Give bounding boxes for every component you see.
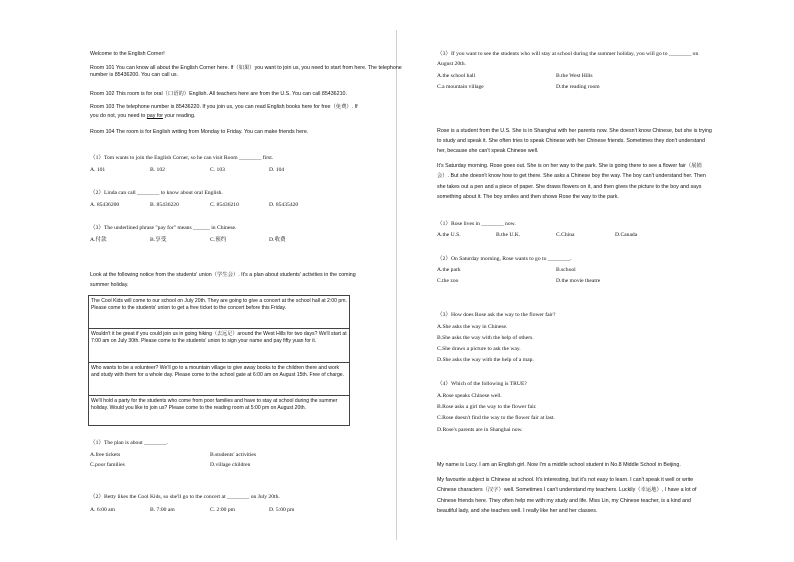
question-stem: （3）The underlined phrase "pay for" means ______ in Chinese. xyxy=(90,225,237,231)
question-stem: （1）The plan is about ________. xyxy=(90,440,168,446)
question-stem-cont: August 20th. xyxy=(437,61,466,67)
option: D.Canada xyxy=(615,232,638,238)
option: C. 85436210 xyxy=(210,202,239,208)
option: C.poor families xyxy=(90,462,125,468)
option: C. 2:00 pm xyxy=(210,507,236,513)
passage-line: something about it. The boy smiles and then shows Rose the way to the park. xyxy=(437,194,619,200)
option: D.Rose's parents are in Shanghai now. xyxy=(437,427,523,433)
room-103-text-cont xyxy=(90,113,195,120)
notice-item-party: We'll hold a party for the students who come from poor families and have to stay at school during the summer holiday. Would you like to join us? Please come to the reading room at 5:00 pm on August 20th. xyxy=(91,398,338,411)
option: C. 103 xyxy=(210,167,225,173)
notice-item-volunteer: Who wants to be a volunteer? We'll go to a mountain village to give away books to the children there and work and study with them for a whole day. Please come to the school gate at 6:00 am on August 15th. Free of charge. xyxy=(89,363,349,396)
option: D.收费 xyxy=(269,237,286,243)
option: A.the school hall xyxy=(437,73,476,79)
question-stem: （2）On Saturday morning, Rose wants to go to ________. xyxy=(437,256,572,262)
passage-line: 会）. But she doesn't know how to get there. She asks a Chinese boy the way. The boy can't understand her. Then xyxy=(437,173,706,179)
underlined-phrase: pay for xyxy=(146,113,164,119)
notice-item-concert: The Cool Kids will come to our school on July 20th. They are going to give a concert at the school hall at 2:00 pm. Please come to the students' union to get a free ticket to the concert before this Friday. xyxy=(89,296,349,329)
room-103-post: your reading. xyxy=(163,113,196,119)
option: C.China xyxy=(556,232,575,238)
passage-line: beautiful lady, and she teaches well. I really like her and her classes. xyxy=(437,508,598,514)
option: A.the U.S. xyxy=(437,232,461,238)
option: A.the park xyxy=(437,267,461,273)
question-stem: （4）Which of the following is TRUE? xyxy=(437,381,527,387)
notice-intro: Look at the following notice from the students' union（学生会）. It's a plan about students' activities in the coming xyxy=(90,272,356,278)
option: C.预约 xyxy=(210,237,227,243)
option: B.school xyxy=(556,267,576,273)
notice-intro-cont: summer holiday. xyxy=(90,282,129,288)
room-103-text: Room 103 The telephone number is 85436220. If you join us, you can read English books here for free（免费）. If xyxy=(90,104,358,110)
option: B. 7:00 am xyxy=(150,507,175,513)
column-divider xyxy=(396,30,397,540)
option: A. 6:00 am xyxy=(90,507,116,513)
option: D.the reading room xyxy=(556,84,600,90)
option: B.students' activities xyxy=(210,452,257,458)
room-104-text: Room 104 The room is for English writing from Monday to Friday. You can make friends here. xyxy=(90,129,309,135)
question-stem: （1）Tom wants to join the English Corner, so he can visit Room ________ first. xyxy=(90,155,274,161)
question-stem: （3）How does Rose ask the way to the flower fair? xyxy=(437,312,556,318)
passage-line: she takes out a pen and a piece of paper. She draws flowers on it, and then gives the picture to the boy and says xyxy=(437,184,702,190)
notice-box xyxy=(88,295,350,426)
option: C.Rose doesn't find the way to the flower fair at last. xyxy=(437,415,555,421)
option: C.the zoo xyxy=(437,278,459,284)
option: B.Rose asks a girl the way to the flower fair. xyxy=(437,404,537,410)
option: B. 102 xyxy=(150,167,165,173)
passage-line: her, because she can't speak Chinese well. xyxy=(437,148,539,154)
option: A.付款 xyxy=(90,237,107,243)
question-stem: （2）Linda can call ________ to know about oral English. xyxy=(90,190,223,196)
option: D.village children xyxy=(210,462,251,468)
passage-line: My favourite subject is Chinese at school. It's interesting, but it's not easy to learn. I can't speak it well or write xyxy=(437,477,694,483)
option: C.She draws a picture to ask the way. xyxy=(437,346,521,352)
option: A. 101 xyxy=(90,167,106,173)
passage-line: Rose is a student from the U.S. She is in Shanghai with her parents now. She doesn't know Chinese, but she is trying xyxy=(437,128,712,134)
room-101-text: Room 101 You can know all about the English Corner here. If（如果）you want to join us, you need to start from here. The telephone number is 85436200. You can call us. xyxy=(90,65,402,78)
option: B.the U.K. xyxy=(496,232,521,238)
room-102-text: Room 102 This room is for oral（口语的）English. All teachers here are from the U.S. You can call 85436210. xyxy=(90,91,347,97)
option: B. 85436220 xyxy=(150,202,179,208)
passage-line: My name is Lucy. I am an English girl. Now I'm a middle school student in No.8 Middle School in Beijing. xyxy=(437,462,681,468)
option: D. 104 xyxy=(269,167,285,173)
question-stem: （1）Rose lives in ________ now. xyxy=(437,221,516,227)
passage-line: Chinese characters（汉字）well. Sometimes I can't understand my teachers. Luckily（幸运地）, I have a lot of xyxy=(437,487,697,493)
option: B.She asks the way with the help of others. xyxy=(437,335,534,341)
question-stem: （3）If you want to see the students who will stay at school during the summer holiday, you will go to ________ on xyxy=(437,51,699,57)
notice-item-hiking: Wouldn't it be great if you could join us in going hiking（去远足）around the West Hills for two days? We'll start at 7:00 am on July 30th. Please come to the students' union to sign your name and pay fifty yuan for it. xyxy=(89,329,349,363)
room-103-pre: you do not, you need to xyxy=(90,113,147,119)
option: D.She asks the way with the help of a map. xyxy=(437,357,534,363)
passage-line: It's Saturday morning. Rose goes out. She is on her way to the park. She is going there to see a flower fair（展销 xyxy=(437,163,702,169)
intro-title: Welcome to the English Corner! xyxy=(90,51,165,57)
option: C.a mountain village xyxy=(437,84,484,90)
passage-line: to study and speak it. She often tries to speak Chinese with her Chinese friends. Sometimes they don't understand xyxy=(437,138,706,144)
option: B.享受 xyxy=(150,237,167,243)
option: A.She asks the way in Chinese. xyxy=(437,324,508,330)
option: B.the West Hills xyxy=(556,73,593,79)
passage-line: Chinese friends here. They often help me with my study and life. Miss Lin, my Chinese teacher, is a kind and xyxy=(437,498,691,504)
question-stem: （2）Betty likes the Cool Kids, so she'll go to the concert at ________ on July 20th. xyxy=(90,494,280,500)
option: D. 5:00 pm xyxy=(269,507,295,513)
option: A.free tickets xyxy=(90,452,121,458)
option: D.the movie theatre xyxy=(556,278,601,284)
option: A. 85436200 xyxy=(90,202,120,208)
option: D. 85435420 xyxy=(269,202,299,208)
option: A.Rose speaks Chinese well. xyxy=(437,393,502,399)
